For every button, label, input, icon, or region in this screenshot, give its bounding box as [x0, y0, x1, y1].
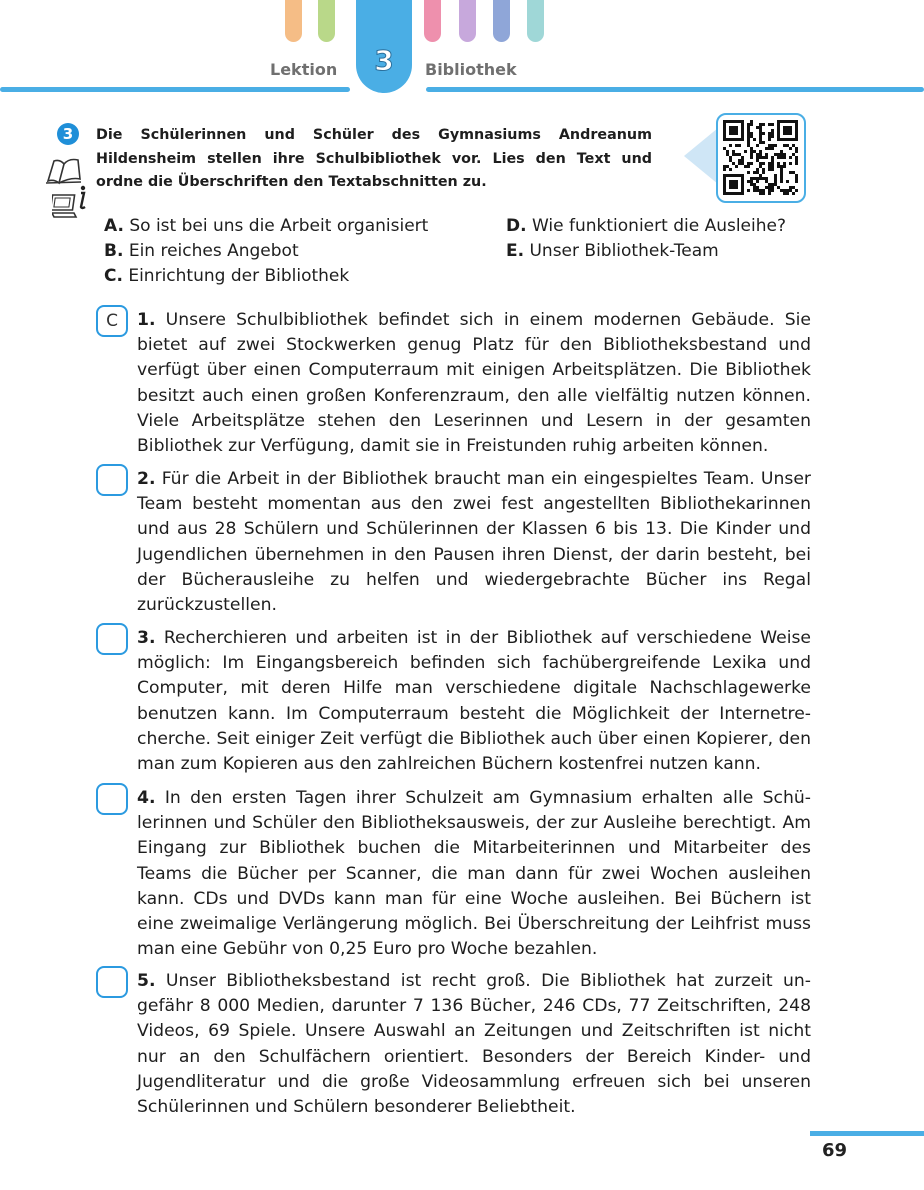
qr-pointer	[684, 128, 718, 184]
info-laptop-icon	[52, 185, 88, 221]
color-tab	[318, 0, 335, 42]
answer-box[interactable]	[96, 464, 128, 496]
header-line-right	[426, 87, 924, 92]
heading-item: A. So ist bei uns die Arbeit organisiert	[104, 216, 429, 236]
color-tab	[424, 0, 441, 42]
answer-box[interactable]: C	[96, 305, 128, 337]
task-number-badge: 3	[57, 123, 79, 145]
answer-box[interactable]	[96, 623, 128, 655]
qr-code-icon[interactable]	[716, 113, 806, 203]
answer-box[interactable]	[96, 966, 128, 998]
open-book-icon	[45, 155, 83, 185]
lesson-topic: Bibliothek	[425, 60, 517, 79]
heading-item: C. Einrichtung der Bibliothek	[104, 266, 350, 286]
color-tab	[459, 0, 476, 42]
page-number: 69	[822, 1140, 848, 1161]
heading-list-left	[104, 214, 428, 289]
text-paragraph: 2. Für die Arbeit in der Bibliothek braucht man ein eingespieltes Team. Unser Team besteht momentan aus den zwei fest angestellten Bibliothekarinnen und aus 28 Schülern und Schülerinnen der Klassen 6 bis 13. Die Kinder und Jugendlichen übernehmen in den Pausen ihren Dienst, der darin besteht, bei der Bücherausleihe zu helfen und wiedergebrachte Bücher ins Regal zurückzustellen.	[137, 469, 811, 616]
header-line-left	[0, 87, 350, 92]
color-tab	[493, 0, 510, 42]
heading-list-right	[506, 214, 786, 264]
text-paragraph: 4. In den ersten Tagen ihrer Schulzeit am Gymnasium erhalten alle Schülerinnen und Schüler den Bibliotheksausweis, der zur Ausleihe berechtigt. Am Eingang zur Bibliothek buchen die Mitarbeiterinnen und Mitarbeiter des Teams die Bücher per Scanner, die man dann für zwei Wochen ausleihen kann. CDs und DVDs kann man für eine Woche ausleihen. Bei Büchern ist eine zweimalige Verlängerung möglich. Bei Überschreitung der Leihfrist muss man eine Gebühr von 0,25 Euro pro Woche bezahlen.	[137, 788, 811, 960]
heading-item: E. Unser Bibliothek-Team	[506, 241, 719, 261]
heading-item: B. Ein reiches Angebot	[104, 241, 299, 261]
answer-box[interactable]	[96, 783, 128, 815]
lesson-label: Lektion	[270, 60, 338, 79]
color-tab	[285, 0, 302, 42]
lesson-number: 3	[374, 44, 394, 77]
text-paragraph: 5. Unser Bibliotheksbestand ist recht groß. Die Bibliothek hat zurzeit ungefähr 8 000 Medien, darunter 7 136 Bücher, 246 CDs, 77 Zeitschriften, 248 Videos, 69 Spiele. Unsere Auswahl an Zeitungen und Zeitschriften ist nicht nur an den Schulfächern orientiert. Besonders der Bereich Kinder- und Jugendliteratur und die große Videosammlung erfreuen sich bei unseren Schülerinnen und Schülern besonderer Beliebtheit.	[137, 971, 811, 1118]
heading-item: D. Wie funktioniert die Ausleihe?	[506, 216, 786, 236]
color-tab	[527, 0, 544, 42]
footer-line	[810, 1131, 924, 1136]
lesson-tab	[356, 0, 412, 93]
text-paragraph: 3. Recherchieren und arbeiten ist in der Bibliothek auf verschiedene Weise möglich: Im Eingangsbereich befinden sich fachübergreifende Lexika und Computer, mit deren Hilfe man verschiedene digitale Nachschlagewerke benutzen kann. Im Computerraum besteht die Möglichkeit der Internetrecherche. Seit einiger Zeit verfügt die Bibliothek auch über einen Kopierer, den man zum Kopieren aus den zahlreichen Büchern kostenfrei nutzen kann.	[137, 628, 811, 775]
task-instruction: Die Schülerinnen und Schüler des Gymnasiums Andreanum Hildensheim stellen ihre Schulbibliothek vor. Lies den Text und ordne die Überschriften den Textabschnitten zu.	[96, 127, 652, 190]
text-paragraph: 1. Unsere Schulbibliothek befindet sich in einem modernen Gebäude. Sie bietet auf zwei Stockwerken genug Platz für den Bibliotheksbestand und verfügt über einen Computerraum mit einigen Arbeitsplätzen. Die Bibliothek besitzt auch einen großen Konferenzraum, den alle vielfältig nutzen können. Viele Arbeitsplätze stehen den Leserinnen und Lesern in der gesamten Bibliothek zur Verfügung, damit sie in Freistunden ruhig arbeiten können.	[137, 310, 812, 457]
